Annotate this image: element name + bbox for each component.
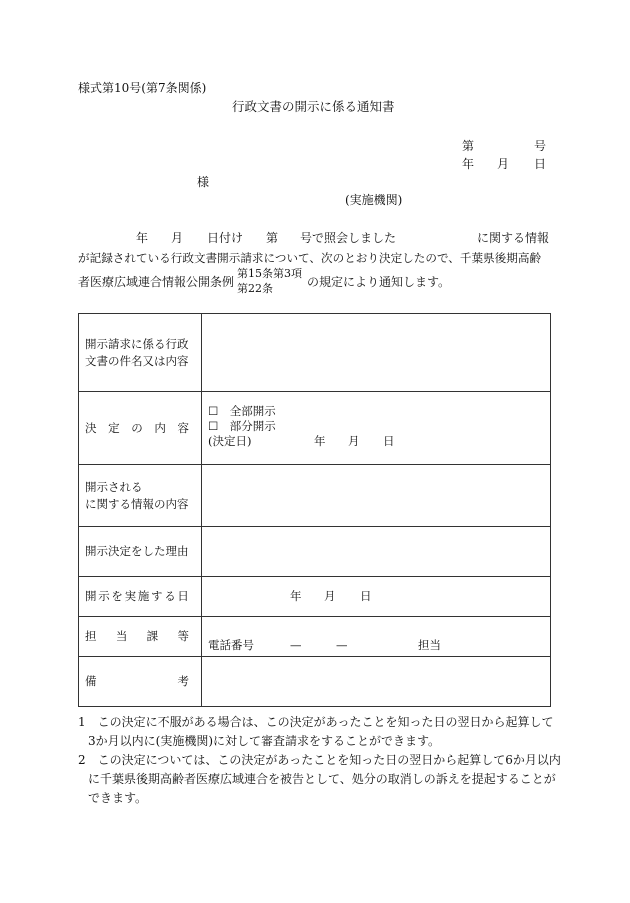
label-char: 定 <box>108 420 120 435</box>
label-char: 等 <box>177 629 189 644</box>
label-char: 当 <box>115 629 128 644</box>
issuer: (実施機関) <box>345 193 403 207</box>
implementation-date-cell <box>202 577 551 617</box>
body-line-2: が記録されている行政文書開示請求について、次のとおり決定したので、千葉県後期高齢 <box>78 251 542 265</box>
decision-year: 年 <box>314 434 326 448</box>
label-char: 開 <box>85 589 97 604</box>
note-2-line-2: に千葉県後期高齢者医療広域連合を被告として、処分の取消しの訴えを提起することが <box>88 772 556 786</box>
department-cell <box>202 617 551 657</box>
reason-cell[interactable] <box>202 527 551 577</box>
label-char: す <box>151 589 163 604</box>
issue-month: 月 <box>497 157 510 171</box>
remarks-cell[interactable] <box>202 657 551 707</box>
label-char: 考 <box>177 674 189 689</box>
table-row <box>79 657 551 707</box>
note-1-line-2: 3か月以内に(実施機関)に対して審査請求をすることができます。 <box>88 734 441 748</box>
label-char: の <box>131 420 143 435</box>
person-in-charge-label: 担当 <box>418 638 441 652</box>
row-label-line: 開示される <box>85 479 143 494</box>
doc-no-suffix: 号 <box>534 139 547 153</box>
label-char: を <box>111 589 123 604</box>
body-line-3-prefix: 者医療広域連合情報公開条例 <box>78 275 235 289</box>
ref-text: 号で照会しました <box>300 231 397 245</box>
decision-date-label: (決定日) <box>208 434 252 448</box>
label-char: 日 <box>177 589 189 604</box>
phone-dash: — <box>290 638 302 652</box>
table-row <box>79 527 551 577</box>
body-line-3-suffix: の規定により通知します。 <box>307 275 451 289</box>
row-label-line: 文書の件名又は内容 <box>85 353 189 368</box>
label-char: 実 <box>124 589 137 604</box>
implementation-day: 日 <box>360 589 372 603</box>
row-label-remarks <box>79 657 202 707</box>
implementation-year: 年 <box>290 589 302 603</box>
issue-day: 日 <box>534 157 547 171</box>
table-row <box>79 617 551 657</box>
label-char: 担 <box>85 629 97 644</box>
table-row <box>79 465 551 527</box>
table-row <box>79 577 551 617</box>
ref-no: 第 <box>266 231 279 245</box>
decision-cell <box>202 392 551 465</box>
note-1-line-1: 1 この決定に不服がある場合は、この決定があったことを知った日の翌日から起算して <box>78 715 554 729</box>
label-char: 決 <box>85 420 97 435</box>
doc-no-prefix: 第 <box>462 139 475 153</box>
form-number: 様式第10号(第7条関係) <box>78 81 207 95</box>
label-char: 示 <box>98 589 110 604</box>
issue-year: 年 <box>462 157 475 171</box>
table-row <box>79 392 551 465</box>
row-label-info <box>79 465 202 527</box>
ref-dated: 日付け <box>207 231 244 245</box>
partial-disclosure-checkbox[interactable]: ☐ 部分開示 <box>208 419 276 433</box>
row-label-implementation-date <box>79 577 202 617</box>
phone-dash: — <box>336 638 348 652</box>
full-disclosure-checkbox[interactable]: ☐ 全部開示 <box>208 404 276 418</box>
label-char: る <box>164 589 176 604</box>
ref-info: に関する情報 <box>477 231 550 245</box>
clause-lower: 第22条 <box>237 282 273 295</box>
row-label-line: 開示請求に係る行政 <box>85 336 189 351</box>
implementation-month: 月 <box>324 589 336 603</box>
label-char: 備 <box>85 674 97 689</box>
decision-month: 月 <box>348 434 360 448</box>
label-char: 課 <box>146 629 159 644</box>
row-label-subject <box>79 314 202 392</box>
notice-form-table <box>78 313 551 707</box>
clause-upper: 第15条第3項 <box>237 267 302 280</box>
phone-label: 電話番号 <box>208 638 254 652</box>
row-label-decision <box>79 392 202 465</box>
note-2-line-3: できます。 <box>88 791 148 805</box>
label-char: 施 <box>137 589 150 604</box>
info-cell[interactable] <box>202 465 551 527</box>
row-label-department <box>79 617 202 657</box>
note-2-line-1: 2 この決定については、この決定があったことを知った日の翌日から起算して6か月以内 <box>78 753 561 767</box>
row-label-line: に関する情報の内容 <box>85 496 189 511</box>
label-char: 容 <box>177 420 189 435</box>
row-label-reason: 開示決定をした理由 <box>79 527 202 577</box>
ref-year: 年 <box>136 231 149 245</box>
decision-day: 日 <box>383 434 395 448</box>
label-char: 内 <box>154 420 166 435</box>
subject-cell[interactable] <box>202 314 551 392</box>
ref-month: 月 <box>171 231 184 245</box>
addressee-suffix: 様 <box>197 175 210 189</box>
table-row <box>79 314 551 392</box>
document-title: 行政文書の開示に係る通知書 <box>232 99 395 114</box>
